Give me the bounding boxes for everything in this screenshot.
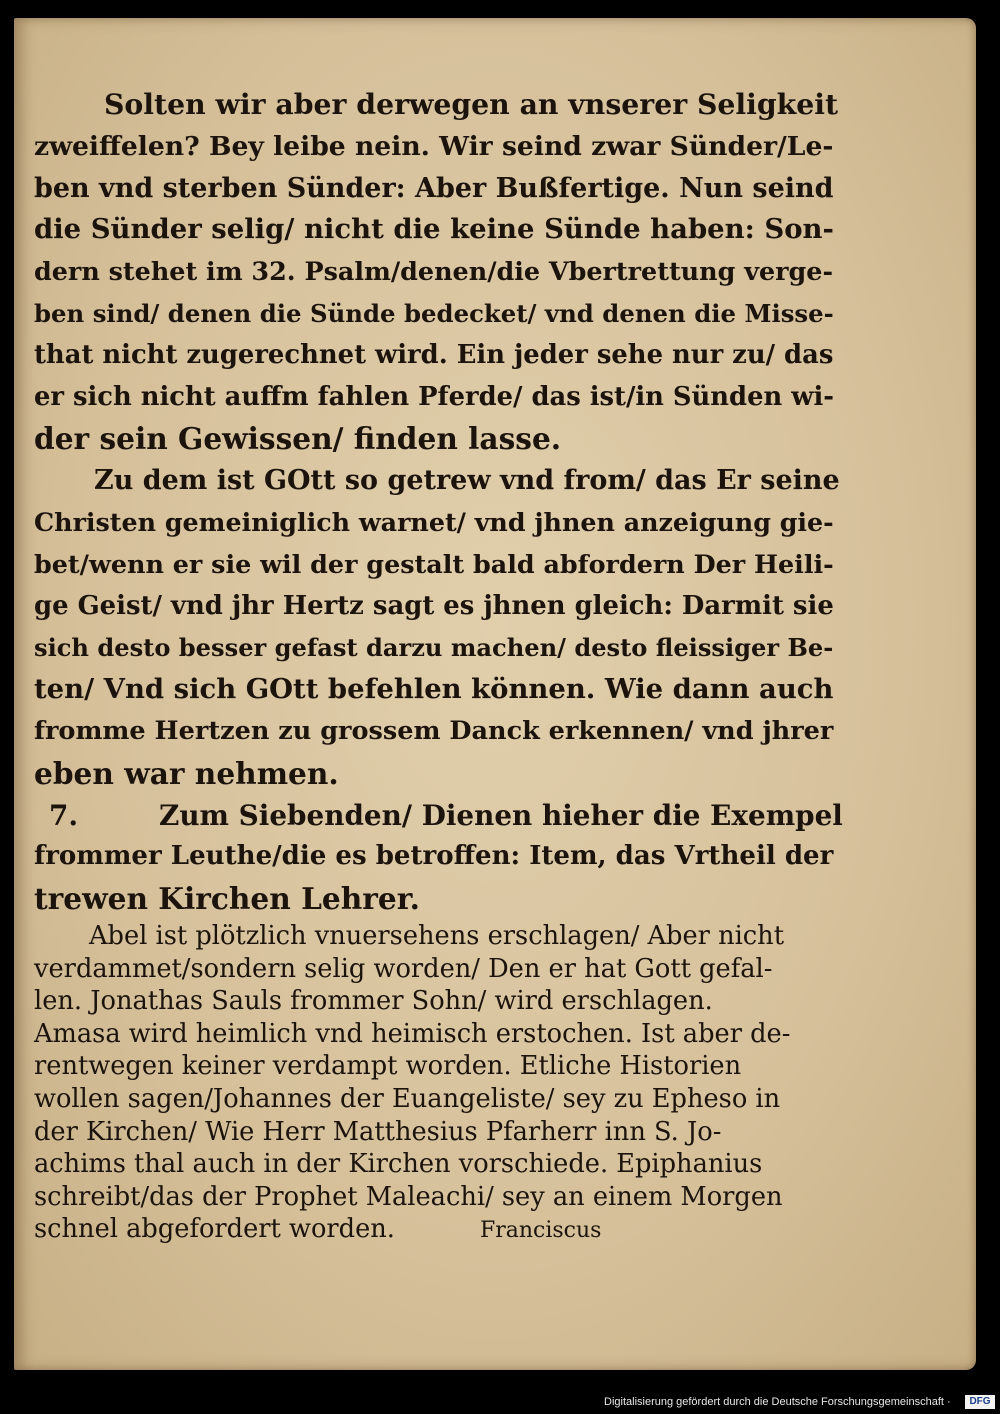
text-line: sich desto besser gefast darzu machen/ desto fleissiger Be- bbox=[34, 633, 834, 663]
text-line: trewen Kirchen Lehrer. bbox=[34, 881, 420, 917]
text-line: Solten wir aber derwegen an vnserer Seligkeit bbox=[104, 87, 839, 121]
text-line: eben war nehmen. bbox=[34, 755, 339, 791]
text-line: der sein Gewissen/ finden lasse. bbox=[34, 421, 562, 457]
text-span: Zum Siebenden/ Dienen hieher die Exempel bbox=[159, 798, 843, 832]
text-line: bet/wenn er sie wil der gestalt bald abfordern Der Heili- bbox=[34, 548, 834, 579]
funding-notice: Digitalisierung gefördert durch die Deutsche Forschungsgemeinschaft · bbox=[604, 1396, 951, 1408]
text-line: achims thal auch in der Kirchen vorschiede. Epiphanius bbox=[34, 1149, 763, 1180]
paragraph-3 bbox=[34, 795, 844, 920]
text-line: len. Jonathas Sauls frommer Sohn/ wird erschlagen. bbox=[34, 986, 713, 1017]
paragraph-4 bbox=[34, 920, 844, 1248]
text-line: schreibt/das der Prophet Maleachi/ sey an einem Morgen bbox=[34, 1181, 783, 1212]
text-line bbox=[34, 795, 844, 837]
text-line: dern stehet im 32. Psalm/denen/die Vbertrettung verge- bbox=[34, 256, 834, 287]
text-line: er sich nicht auffm fahlen Pferde/ das ist/in Sünden wi- bbox=[34, 381, 834, 412]
text-line: die Sünder selig/ nicht die keine Sünde haben: Son- bbox=[34, 213, 834, 246]
text-line bbox=[34, 1213, 844, 1248]
text-line: wollen sagen/Johannes der Euangeliste/ sey zu Epheso in bbox=[34, 1083, 781, 1114]
text-line: rentwegen keiner verdampt worden. Etliche Historien bbox=[34, 1051, 742, 1082]
text-line: ten/ Vnd sich GOtt befehlen können. Wie dann auch bbox=[34, 673, 834, 706]
text-line: Abel ist plötzlich vnuersehens erschlagen/ Aber nicht bbox=[89, 920, 785, 951]
text-line: frommer Leuthe/die es betroffen: Item, das Vrtheil der bbox=[34, 841, 834, 872]
text-line: der Kirchen/ Wie Herr Matthesius Pfarherr inn S. Jo- bbox=[34, 1116, 722, 1147]
text-line: fromme Hertzen zu grossem Danck erkennen/ vnd jhrer bbox=[34, 715, 834, 746]
text-line: ben vnd sterben Sünder: Aber Bußfertige. Nun seind bbox=[34, 172, 834, 204]
paragraph-2 bbox=[34, 460, 844, 794]
catchword: Franciscus bbox=[479, 1218, 602, 1244]
section-number: 7. bbox=[49, 798, 79, 832]
text-line: verdammet/sondern selig worden/ Den er hat Gott gefal- bbox=[34, 953, 773, 984]
dfg-logo: DFG bbox=[965, 1395, 995, 1409]
text-line: ben sind/ denen die Sünde bedecket/ vnd denen die Misse- bbox=[34, 298, 834, 328]
text-line: Zu dem ist GOtt so getrew vnd from/ das Er seine bbox=[94, 465, 840, 497]
text-line: Amasa wird heimlich vnd heimisch erstochen. Ist aber de- bbox=[34, 1018, 791, 1049]
text-line: zweiffelen? Bey leibe nein. Wir seind zwar Sünder/Le- bbox=[34, 130, 834, 162]
paragraph-1 bbox=[34, 84, 844, 460]
book-page bbox=[14, 18, 976, 1370]
page-text bbox=[34, 84, 844, 1248]
text-line: ge Geist/ vnd jhr Hertz sagt es jhnen gleich: Darmit sie bbox=[34, 590, 834, 621]
text-line: Christen gemeiniglich warnet/ vnd jhnen anzeigung gie- bbox=[34, 506, 834, 537]
text-span: schnel abgefordert worden. bbox=[34, 1214, 395, 1245]
text-line: that nicht zugerechnet wird. Ein jeder sehe nur zu/ das bbox=[34, 339, 834, 370]
